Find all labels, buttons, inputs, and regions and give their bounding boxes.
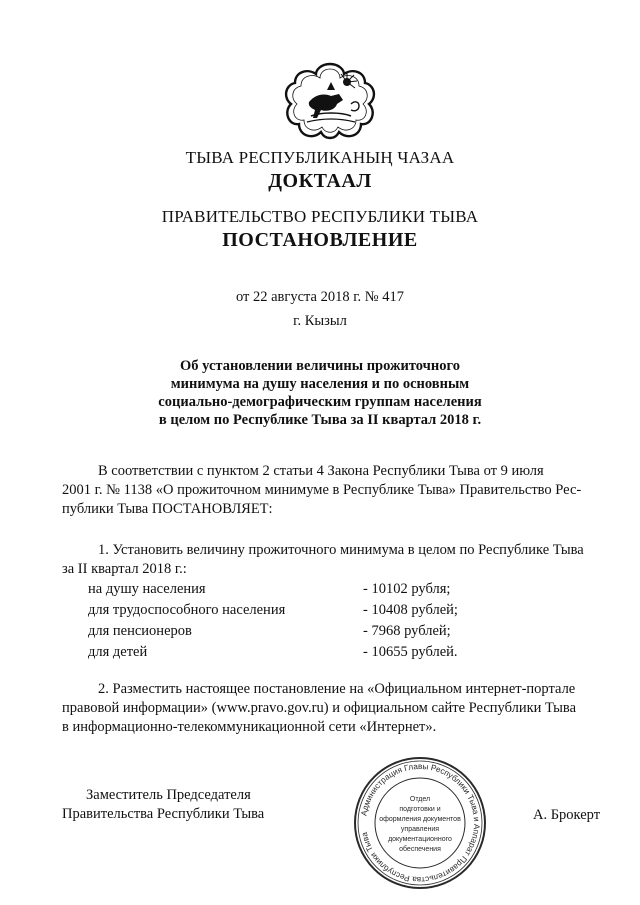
title-line: Об установлении величины прожиточного xyxy=(180,358,460,374)
paragraph-line: за II квартал 2018 г.: xyxy=(62,561,187,577)
list-item xyxy=(88,642,508,663)
paragraph-line: в информационно-телекоммуникационной сети «Интернет». xyxy=(62,719,437,735)
signatory-position-line: Правительства Республики Тыва xyxy=(62,806,265,822)
stamp-center-line: подготовки и xyxy=(399,806,441,813)
header-tuvan-decree: ДОКТААЛ xyxy=(268,170,372,192)
list-item-label: для детей xyxy=(88,644,148,660)
title-line: минимума на душу населения и по основным xyxy=(170,376,470,392)
decree-title xyxy=(120,357,520,429)
official-stamp xyxy=(352,755,488,891)
decree-date-number: от 22 августа 2018 г. № 417 xyxy=(235,289,405,305)
title-line: в целом по Республике Тыва за II квартал 2018 г. xyxy=(158,412,482,428)
paragraph-line: В соответствии с пунктом 2 статьи 4 Закона Республики Тыва от 9 июля xyxy=(98,463,544,479)
paragraph-line: публики Тыва ПОСТАНОВЛЯЕТ: xyxy=(62,501,273,517)
list-item-value: - 10655 рублей. xyxy=(363,644,458,660)
title-line: социально-демографическим группам населения xyxy=(158,394,482,410)
subsistence-minimum-list xyxy=(88,579,508,663)
decree-city: г. Кызыл xyxy=(293,313,347,329)
header-government: ПРАВИТЕЛЬСТВО РЕСПУБЛИКИ ТЫВА xyxy=(161,207,479,226)
stamp-center-line: документационного xyxy=(388,836,452,843)
clause-1-paragraph xyxy=(62,541,592,579)
header-decree: ПОСТАНОВЛЕНИЕ xyxy=(222,229,418,251)
list-item-value: - 10102 рубля; xyxy=(363,581,451,597)
preamble-paragraph xyxy=(62,462,592,519)
paragraph-line: 2. Разместить настоящее постановление на «Официальном интернет-портале xyxy=(98,681,576,697)
stamp-ring-text: Администрация Главы Республики Тыва и Аппарат Правительства Республики Тыва xyxy=(359,761,482,885)
paragraph-line: 1. Установить величину прожиточного минимума в целом по Республике Тыва xyxy=(98,542,584,558)
signatory-position-line: Заместитель Председателя xyxy=(86,787,251,803)
list-item-label: для трудоспособного населения xyxy=(88,602,286,618)
list-item-label: на душу населения xyxy=(88,581,206,597)
stamp-center-line: Отдел xyxy=(409,796,431,803)
list-item xyxy=(88,621,508,642)
list-item-label: для пенсионеров xyxy=(88,623,192,639)
signatory-name: А. Брокерт xyxy=(533,807,601,823)
stamp-center-line: обеспечения xyxy=(399,846,441,853)
list-item xyxy=(88,600,508,621)
stamp-center-line: управления xyxy=(400,826,440,833)
list-item xyxy=(88,579,508,600)
paragraph-line: правовой информации» (www.pravo.gov.ru) и официальном сайте Республики Тыва xyxy=(62,700,577,716)
paragraph-line: 2001 г. № 1138 «О прожиточном минимуме в Республике Тыва» Правительство Рес- xyxy=(62,482,582,498)
header-tuvan-government: ТЫВА РЕСПУБЛИКАНЫҢ ЧАЗАА xyxy=(185,148,455,167)
emblem-logo xyxy=(281,60,379,144)
list-item-value: - 7968 рублей; xyxy=(363,623,451,639)
stamp-center-line: оформления документов xyxy=(379,816,461,823)
clause-2-paragraph xyxy=(62,680,592,737)
signatory-position xyxy=(62,786,264,824)
list-item-value: - 10408 рублей; xyxy=(363,602,458,618)
